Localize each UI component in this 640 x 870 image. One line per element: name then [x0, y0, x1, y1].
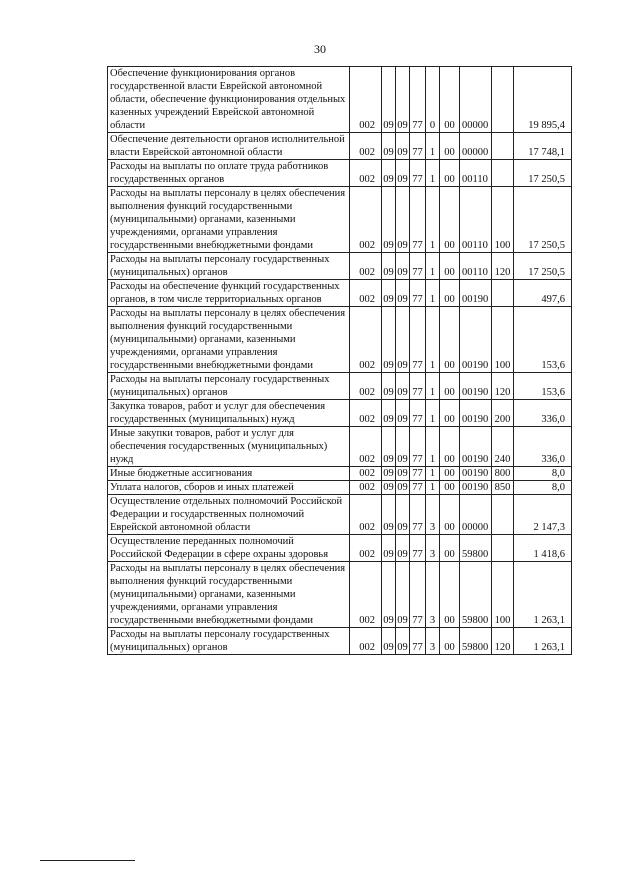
- table-row: [108, 427, 572, 467]
- department-code: 002: [350, 373, 382, 400]
- table-row: [108, 495, 572, 535]
- target-main-event-code: 00: [440, 373, 460, 400]
- subsection-code: 09: [396, 133, 410, 160]
- subsection-code: 09: [396, 187, 410, 253]
- department-code: 002: [350, 562, 382, 628]
- department-code: 002: [350, 133, 382, 160]
- section-code: 09: [382, 535, 396, 562]
- target-main-event-code: 00: [440, 253, 460, 280]
- expense-type-code: [492, 280, 514, 307]
- department-code: 002: [350, 535, 382, 562]
- target-direction-code: 00190: [460, 373, 492, 400]
- target-main-event-code: 00: [440, 160, 460, 187]
- target-direction-code: 00000: [460, 495, 492, 535]
- section-code: 09: [383, 482, 394, 493]
- section-code: 09: [382, 67, 396, 133]
- target-main-event-code: 00: [440, 481, 460, 495]
- expense-type-code: 850: [492, 481, 514, 495]
- target-direction-code: 59800: [460, 628, 492, 655]
- table-row: [108, 535, 572, 562]
- target-subprogram-code: 1: [426, 160, 440, 187]
- row-name: Расходы на обеспечение функций государственных органов, в том числе территориальных органов: [108, 280, 350, 307]
- target-subprogram-code: 3: [426, 628, 440, 655]
- target-subprogram-code: 3: [426, 495, 440, 535]
- department-code: 002: [350, 628, 382, 655]
- subsection-code: 09: [396, 562, 410, 628]
- target-direction-code: 00190: [460, 481, 492, 495]
- row-name: Расходы на выплаты персоналу государственных (муниципальных) органов: [108, 253, 350, 280]
- target-direction-code: 00110: [460, 253, 492, 280]
- department-code: 002: [350, 481, 382, 495]
- amount: 17 250,5: [514, 187, 572, 253]
- table-row: [108, 160, 572, 187]
- target-direction-code: 00000: [460, 133, 492, 160]
- footnote-rule: [40, 860, 135, 861]
- target-program-code: 77: [410, 467, 426, 481]
- expense-type-code: [492, 495, 514, 535]
- target-subprogram-code: 0: [426, 67, 440, 133]
- section-code: 09: [382, 133, 396, 160]
- target-direction-code: 00190: [460, 307, 492, 373]
- table-row: [108, 133, 572, 160]
- subsection-code: 09: [396, 535, 410, 562]
- target-subprogram-code: 1: [426, 467, 440, 481]
- subsection-code: 09: [396, 160, 410, 187]
- table-row: [108, 187, 572, 253]
- table-row: [108, 562, 572, 628]
- table-row: [108, 307, 572, 373]
- target-program-code: 77: [410, 67, 426, 133]
- expense-type-code: [492, 160, 514, 187]
- amount: 8,0: [514, 481, 572, 495]
- table-row: [108, 253, 572, 280]
- expense-type-code: 800: [492, 467, 514, 481]
- target-subprogram-code: 1: [426, 400, 440, 427]
- expense-type-code: 240: [492, 427, 514, 467]
- section-code: 09: [383, 468, 394, 479]
- target-main-event-code: 00: [440, 427, 460, 467]
- budget-table-body: [108, 67, 572, 655]
- target-subprogram-code: 1: [426, 187, 440, 253]
- target-subprogram-code: 1: [426, 481, 440, 495]
- target-main-event-code: 00: [440, 495, 460, 535]
- department-code: 002: [350, 427, 382, 467]
- amount: 153,6: [514, 373, 572, 400]
- target-main-event-code: 00: [440, 562, 460, 628]
- target-direction-code: 59800: [460, 535, 492, 562]
- target-direction-code: 00190: [460, 400, 492, 427]
- row-name: Иные бюджетные ассигнования: [108, 467, 350, 481]
- row-name: Иные закупки товаров, работ и услуг для обеспечения государственных (муниципальных) нужд: [108, 427, 350, 467]
- subsection-code: 09: [397, 482, 408, 493]
- target-subprogram-code: 1: [426, 133, 440, 160]
- amount: 336,0: [514, 427, 572, 467]
- target-program-code: 77: [410, 373, 426, 400]
- target-main-event-code: 00: [440, 535, 460, 562]
- subsection-code: 09: [396, 280, 410, 307]
- subsection-code: 09: [396, 427, 410, 467]
- section-code: 09: [382, 253, 396, 280]
- target-direction-code: 00110: [460, 187, 492, 253]
- row-name: Расходы на выплаты персоналу государственных (муниципальных) органов: [108, 373, 350, 400]
- department-code: 002: [350, 400, 382, 427]
- amount: 497,6: [514, 280, 572, 307]
- target-main-event-code: 00: [440, 307, 460, 373]
- subsection-code: 09: [396, 307, 410, 373]
- expense-type-code: 100: [492, 187, 514, 253]
- target-direction-code: 00190: [460, 280, 492, 307]
- target-direction-code: 00190: [460, 467, 492, 481]
- amount: 1 418,6: [514, 535, 572, 562]
- target-program-code: 77: [410, 481, 426, 495]
- target-program-code: 77: [410, 535, 426, 562]
- subsection-code: 09: [396, 495, 410, 535]
- amount: 8,0: [514, 467, 572, 481]
- target-subprogram-code: 1: [426, 427, 440, 467]
- amount: 2 147,3: [514, 495, 572, 535]
- subsection-code: 09: [396, 400, 410, 427]
- department-code: 002: [350, 160, 382, 187]
- table-row: [108, 467, 572, 481]
- subsection-code: 09: [396, 628, 410, 655]
- row-name: Осуществление переданных полномочий Российской Федерации в сфере охраны здоровья: [108, 535, 350, 562]
- expense-type-code: 120: [492, 253, 514, 280]
- department-code: 002: [350, 307, 382, 373]
- target-main-event-code: 00: [440, 467, 460, 481]
- subsection-code: 09: [396, 253, 410, 280]
- target-main-event-code: 00: [440, 400, 460, 427]
- section-code: 09: [382, 187, 396, 253]
- department-code: 002: [350, 495, 382, 535]
- amount: 19 895,4: [514, 67, 572, 133]
- target-main-event-code: 00: [440, 280, 460, 307]
- row-name: Расходы на выплаты персоналу в целях обеспечения выполнения функций государственными (муниципальными) органами, казенными учреждениями, органами управления государственными внебюджетными фондами: [108, 187, 350, 253]
- expense-type-code: [492, 67, 514, 133]
- subsection-code: 09: [396, 373, 410, 400]
- amount: 17 250,5: [514, 160, 572, 187]
- target-main-event-code: 00: [440, 187, 460, 253]
- section-code: 09: [382, 562, 396, 628]
- expense-type-code: [492, 535, 514, 562]
- target-program-code: 77: [410, 628, 426, 655]
- expense-type-code: 120: [492, 373, 514, 400]
- section-code: 09: [382, 373, 396, 400]
- row-name: Осуществление отдельных полномочий Российской Федерации и государственных полномочий Еврейской автономной области: [108, 495, 350, 535]
- target-program-code: 77: [410, 495, 426, 535]
- target-program-code: 77: [410, 280, 426, 307]
- target-subprogram-code: 1: [426, 307, 440, 373]
- target-program-code: 77: [410, 253, 426, 280]
- row-name: Расходы на выплаты персоналу в целях обеспечения выполнения функций государственными (муниципальными) органами, казенными учреждениями, органами управления государственными внебюджетными фондами: [108, 562, 350, 628]
- row-name: Расходы на выплаты персоналу в целях обеспечения выполнения функций государственными (муниципальными) органами, казенными учреждениями, органами управления государственными внебюджетными фондами: [108, 307, 350, 373]
- section-code: 09: [382, 400, 396, 427]
- amount: 336,0: [514, 400, 572, 427]
- section-code: 09: [382, 307, 396, 373]
- section-code: 09: [382, 427, 396, 467]
- target-subprogram-code: 3: [426, 535, 440, 562]
- expense-type-code: 200: [492, 400, 514, 427]
- section-code: 09: [382, 628, 396, 655]
- target-direction-code: 00000: [460, 67, 492, 133]
- expense-type-code: 100: [492, 562, 514, 628]
- target-program-code: 77: [410, 562, 426, 628]
- row-name: Обеспечение деятельности органов исполнительной власти Еврейской автономной области: [108, 133, 350, 160]
- department-code: 002: [350, 187, 382, 253]
- row-name: Уплата налогов, сборов и иных платежей: [108, 481, 350, 495]
- row-name: Расходы на выплаты персоналу государственных (муниципальных) органов: [108, 628, 350, 655]
- target-main-event-code: 00: [440, 628, 460, 655]
- expense-type-code: [492, 133, 514, 160]
- amount: 1 263,1: [514, 628, 572, 655]
- target-subprogram-code: 1: [426, 280, 440, 307]
- section-code: 09: [382, 160, 396, 187]
- target-subprogram-code: 1: [426, 373, 440, 400]
- subsection-code: 09: [397, 468, 408, 479]
- target-program-code: 77: [410, 307, 426, 373]
- target-direction-code: 00190: [460, 427, 492, 467]
- target-program-code: 77: [410, 160, 426, 187]
- target-subprogram-code: 1: [426, 253, 440, 280]
- table-row: [108, 280, 572, 307]
- table-row: [108, 67, 572, 133]
- row-name: Закупка товаров, работ и услуг для обеспечения государственных (муниципальных) нужд: [108, 400, 350, 427]
- table-row: [108, 628, 572, 655]
- budget-table: [107, 66, 572, 655]
- target-program-code: 77: [410, 187, 426, 253]
- amount: 153,6: [514, 307, 572, 373]
- expense-type-code: 100: [492, 307, 514, 373]
- section-code: 09: [382, 495, 396, 535]
- department-code: 002: [350, 280, 382, 307]
- amount: 17 250,5: [514, 253, 572, 280]
- target-subprogram-code: 3: [426, 562, 440, 628]
- table-row: [108, 400, 572, 427]
- target-main-event-code: 00: [440, 67, 460, 133]
- target-direction-code: 00110: [460, 160, 492, 187]
- row-name: Обеспечение функционирования органов государственной власти Еврейской автономной области, обеспечение функционирования отдельных казенных учреждений Еврейской автономной области: [108, 67, 350, 133]
- table-row: [108, 373, 572, 400]
- amount: 1 263,1: [514, 562, 572, 628]
- table-row: [108, 481, 572, 495]
- amount: 17 748,1: [514, 133, 572, 160]
- target-main-event-code: 00: [440, 133, 460, 160]
- target-direction-code: 59800: [460, 562, 492, 628]
- expense-type-code: 120: [492, 628, 514, 655]
- section-code: 09: [382, 280, 396, 307]
- page-number: 30: [314, 42, 326, 56]
- department-code: 002: [350, 67, 382, 133]
- target-program-code: 77: [410, 400, 426, 427]
- target-program-code: 77: [410, 427, 426, 467]
- department-code: 002: [350, 253, 382, 280]
- row-name: Расходы на выплаты по оплате труда работников государственных органов: [108, 160, 350, 187]
- target-program-code: 77: [410, 133, 426, 160]
- department-code: 002: [350, 467, 382, 481]
- subsection-code: 09: [396, 67, 410, 133]
